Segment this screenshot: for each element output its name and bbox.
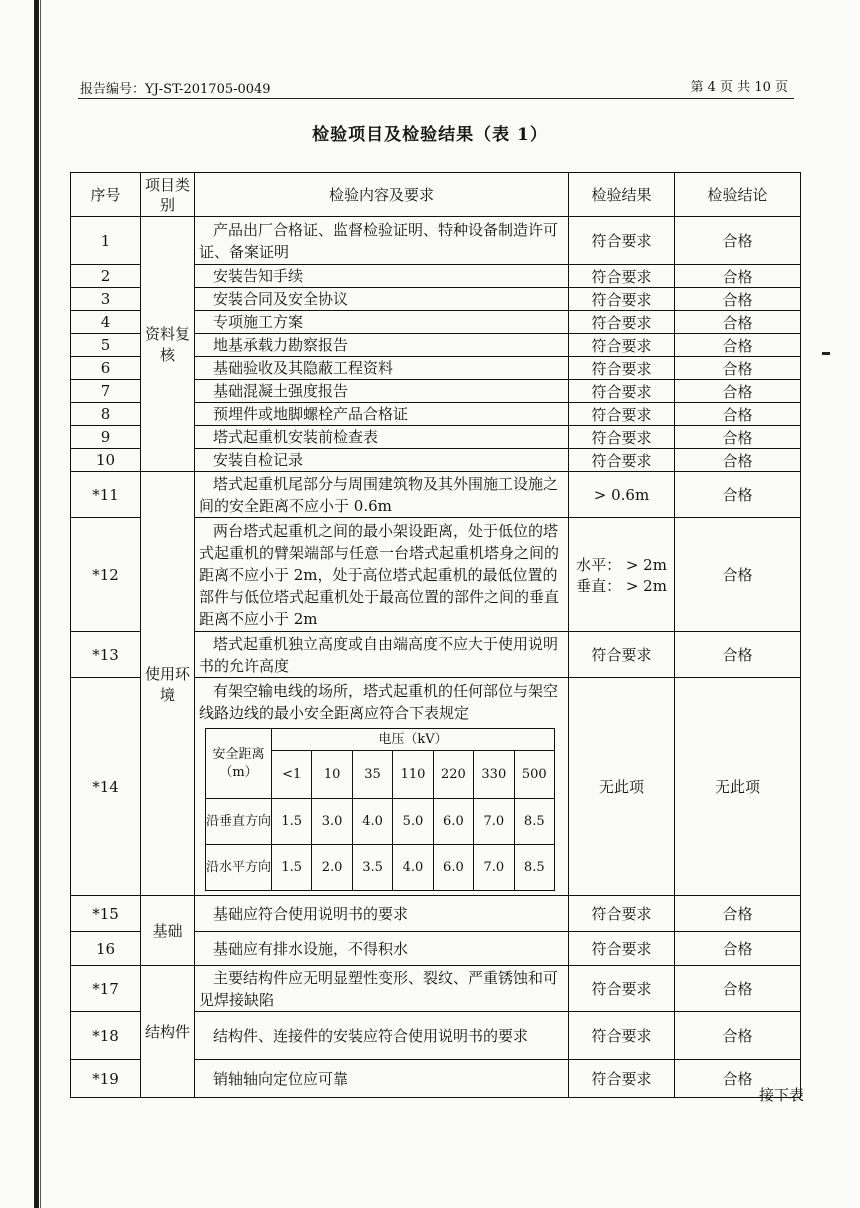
row-no: *11: [71, 472, 141, 518]
row-no: 5: [71, 334, 141, 357]
horizontal-distance: 8.5: [514, 845, 554, 891]
row-result: 符合要求: [569, 449, 675, 472]
row-result: 符合要求: [569, 403, 675, 426]
row-conclusion: 合格: [675, 311, 801, 334]
voltage-distance-table: [205, 728, 555, 891]
row-no: 9: [71, 426, 141, 449]
row-requirement: 专项施工方案: [195, 311, 569, 334]
header-no: 序号: [71, 173, 141, 217]
row-no: *14: [71, 678, 141, 896]
row-result: [569, 518, 675, 632]
row-requirement: 安装合同及安全协议: [195, 288, 569, 311]
row-result: 符合要求: [569, 966, 675, 1012]
vertical-distance: 3.0: [312, 799, 352, 845]
table-row: [71, 966, 801, 1012]
row-requirement: 安装自检记录: [195, 449, 569, 472]
vertical-distance: 4.0: [352, 799, 392, 845]
vertical-distance: 7.0: [474, 799, 514, 845]
row-requirement: 安装告知手续: [195, 265, 569, 288]
category-docs: 资料复核: [141, 217, 195, 472]
vertical-label: 沿垂直方向: [206, 799, 272, 845]
row-conclusion: 合格: [675, 896, 801, 932]
voltage-value: 330: [474, 751, 514, 799]
row-no: 4: [71, 311, 141, 334]
row-result: 符合要求: [569, 265, 675, 288]
row-result: 符合要求: [569, 426, 675, 449]
vertical-distance: 5.0: [393, 799, 433, 845]
row-no: *18: [71, 1012, 141, 1060]
row-requirement: 基础应符合使用说明书的要求: [195, 896, 569, 932]
vertical-distance: 6.0: [433, 799, 473, 845]
voltage-value: 500: [514, 751, 554, 799]
row-result: 符合要求: [569, 932, 675, 966]
row-result: 符合要求: [569, 311, 675, 334]
row-requirement: 结构件、连接件的安装应符合使用说明书的要求: [195, 1012, 569, 1060]
table-row: [71, 217, 801, 265]
report-number: 报告编号：YJ-ST-201705-0049: [80, 82, 271, 97]
row-no: 2: [71, 265, 141, 288]
row-conclusion: 合格: [675, 334, 801, 357]
horizontal-label: 沿水平方向: [206, 845, 272, 891]
row-requirement: 两台塔式起重机之间的最小架设距离，处于低位的塔式起重机的臂架端部与任意一台塔式起重机塔身之间的距离不应小于 2m，处于高位塔式起重机的最低位置的部件与低位塔式起重机处于最高位置的部件之间的垂直距离不应小于 2m: [195, 518, 569, 632]
voltage-header: 电压（kV）: [272, 729, 555, 751]
row-conclusion: 合格: [675, 966, 801, 1012]
voltage-value: 10: [312, 751, 352, 799]
voltage-value: 220: [433, 751, 473, 799]
header-conclusion: 检验结论: [675, 173, 801, 217]
row-conclusion: 合格: [675, 288, 801, 311]
page-info: 第 4 页 共 10 页: [690, 80, 788, 95]
row-result: 符合要求: [569, 1060, 675, 1098]
row-conclusion: 合格: [675, 357, 801, 380]
inspection-table: [70, 172, 801, 1098]
vertical-distance: 1.5: [272, 799, 312, 845]
row-no: 3: [71, 288, 141, 311]
row-requirement: 基础应有排水设施，不得积水: [195, 932, 569, 966]
row-result: 符合要求: [569, 896, 675, 932]
row-result: 符合要求: [569, 217, 675, 265]
row-requirement: 预埋件或地脚螺栓产品合格证: [195, 403, 569, 426]
row-conclusion: 合格: [675, 265, 801, 288]
table-row: [71, 472, 801, 518]
row-requirement: 主要结构件应无明显塑性变形、裂纹、严重锈蚀和可见焊接缺陷: [195, 966, 569, 1012]
header-requirement: 检验内容及要求: [195, 173, 569, 217]
row-no: *15: [71, 896, 141, 932]
vertical-distance: 8.5: [514, 799, 554, 845]
header-category: 项目类别: [141, 173, 195, 217]
row-requirement: 塔式起重机独立高度或自由端高度不应大于使用说明书的允许高度: [195, 632, 569, 678]
scan-mark: [822, 352, 830, 355]
row-conclusion: 合格: [675, 403, 801, 426]
row-result: 符合要求: [569, 1012, 675, 1060]
header-divider: [78, 98, 794, 99]
voltage-value: <1: [272, 751, 312, 799]
horizontal-distance: 2.0: [312, 845, 352, 891]
horizontal-distance: 1.5: [272, 845, 312, 891]
row-no: 10: [71, 449, 141, 472]
row-conclusion: 合格: [675, 1060, 801, 1098]
row-conclusion: 合格: [675, 426, 801, 449]
result-vertical: 垂直： > 2m: [576, 576, 667, 595]
row-result: 符合要求: [569, 288, 675, 311]
row-requirement: 产品出厂合格证、监督检验证明、特种设备制造许可证、备案证明: [195, 217, 569, 265]
row-conclusion: 合格: [675, 217, 801, 265]
row-requirement: 塔式起重机安装前检查表: [195, 426, 569, 449]
row-requirement: 地基承载力勘察报告: [195, 334, 569, 357]
category-structure: 结构件: [141, 966, 195, 1098]
table-row: [71, 896, 801, 932]
voltage-value: 110: [393, 751, 433, 799]
row-conclusion: 合格: [675, 632, 801, 678]
row-conclusion: 合格: [675, 518, 801, 632]
scan-edge: [34, 0, 39, 1208]
row-no: 6: [71, 357, 141, 380]
row-requirement: 销轴轴向定位应可靠: [195, 1060, 569, 1098]
result-horizontal: 水平： > 2m: [576, 555, 667, 574]
category-foundation: 基础: [141, 896, 195, 966]
horizontal-distance: 6.0: [433, 845, 473, 891]
row-conclusion: 合格: [675, 472, 801, 518]
row-requirement: 塔式起重机尾部分与周围建筑物及其外围施工设施之间的安全距离不应小于 0.6m: [195, 472, 569, 518]
row-result: 符合要求: [569, 632, 675, 678]
row-conclusion: 合格: [675, 380, 801, 403]
voltage-value: 35: [352, 751, 392, 799]
horizontal-distance: 4.0: [393, 845, 433, 891]
row-no: *19: [71, 1060, 141, 1098]
row-requirement: 有架空输电线的场所，塔式起重机的任何部位与架空线路边线的最小安全距离应符合下表规定 安全距离（m） 电压（kV） <1 10 35 110 220 330 500 沿垂直方向 1.5 3.0 4.0 5.0 6.0 7.0 8.5 沿水平方向 1.5 2.0 3.5 4.0 6.0 7.0 8.5: [195, 678, 569, 896]
document-title: 检验项目及检验结果（表 1）: [312, 125, 548, 145]
row-no: *12: [71, 518, 141, 632]
row-conclusion: 合格: [675, 449, 801, 472]
header-result: 检验结果: [569, 173, 675, 217]
row-no: 8: [71, 403, 141, 426]
continued-note: 接下表: [758, 1086, 804, 1104]
row-no: *17: [71, 966, 141, 1012]
row-requirement: 基础验收及其隐蔽工程资料: [195, 357, 569, 380]
row-no: *13: [71, 632, 141, 678]
row-conclusion: 合格: [675, 1012, 801, 1060]
horizontal-distance: 7.0: [474, 845, 514, 891]
row-no: 7: [71, 380, 141, 403]
row-result: 符合要求: [569, 334, 675, 357]
category-env: 使用环境: [141, 472, 195, 896]
row-conclusion: 合格: [675, 932, 801, 966]
row-result: 符合要求: [569, 357, 675, 380]
row-no: 1: [71, 217, 141, 265]
voltage-table-corner: 安全距离（m）: [206, 729, 272, 799]
row-no: 16: [71, 932, 141, 966]
row-result: > 0.6m: [569, 472, 675, 518]
row-requirement: 基础混凝土强度报告: [195, 380, 569, 403]
row-result: 符合要求: [569, 380, 675, 403]
row-conclusion: 无此项: [675, 678, 801, 896]
horizontal-distance: 3.5: [352, 845, 392, 891]
row-result: 无此项: [569, 678, 675, 896]
scan-edge-line: [40, 0, 41, 1208]
